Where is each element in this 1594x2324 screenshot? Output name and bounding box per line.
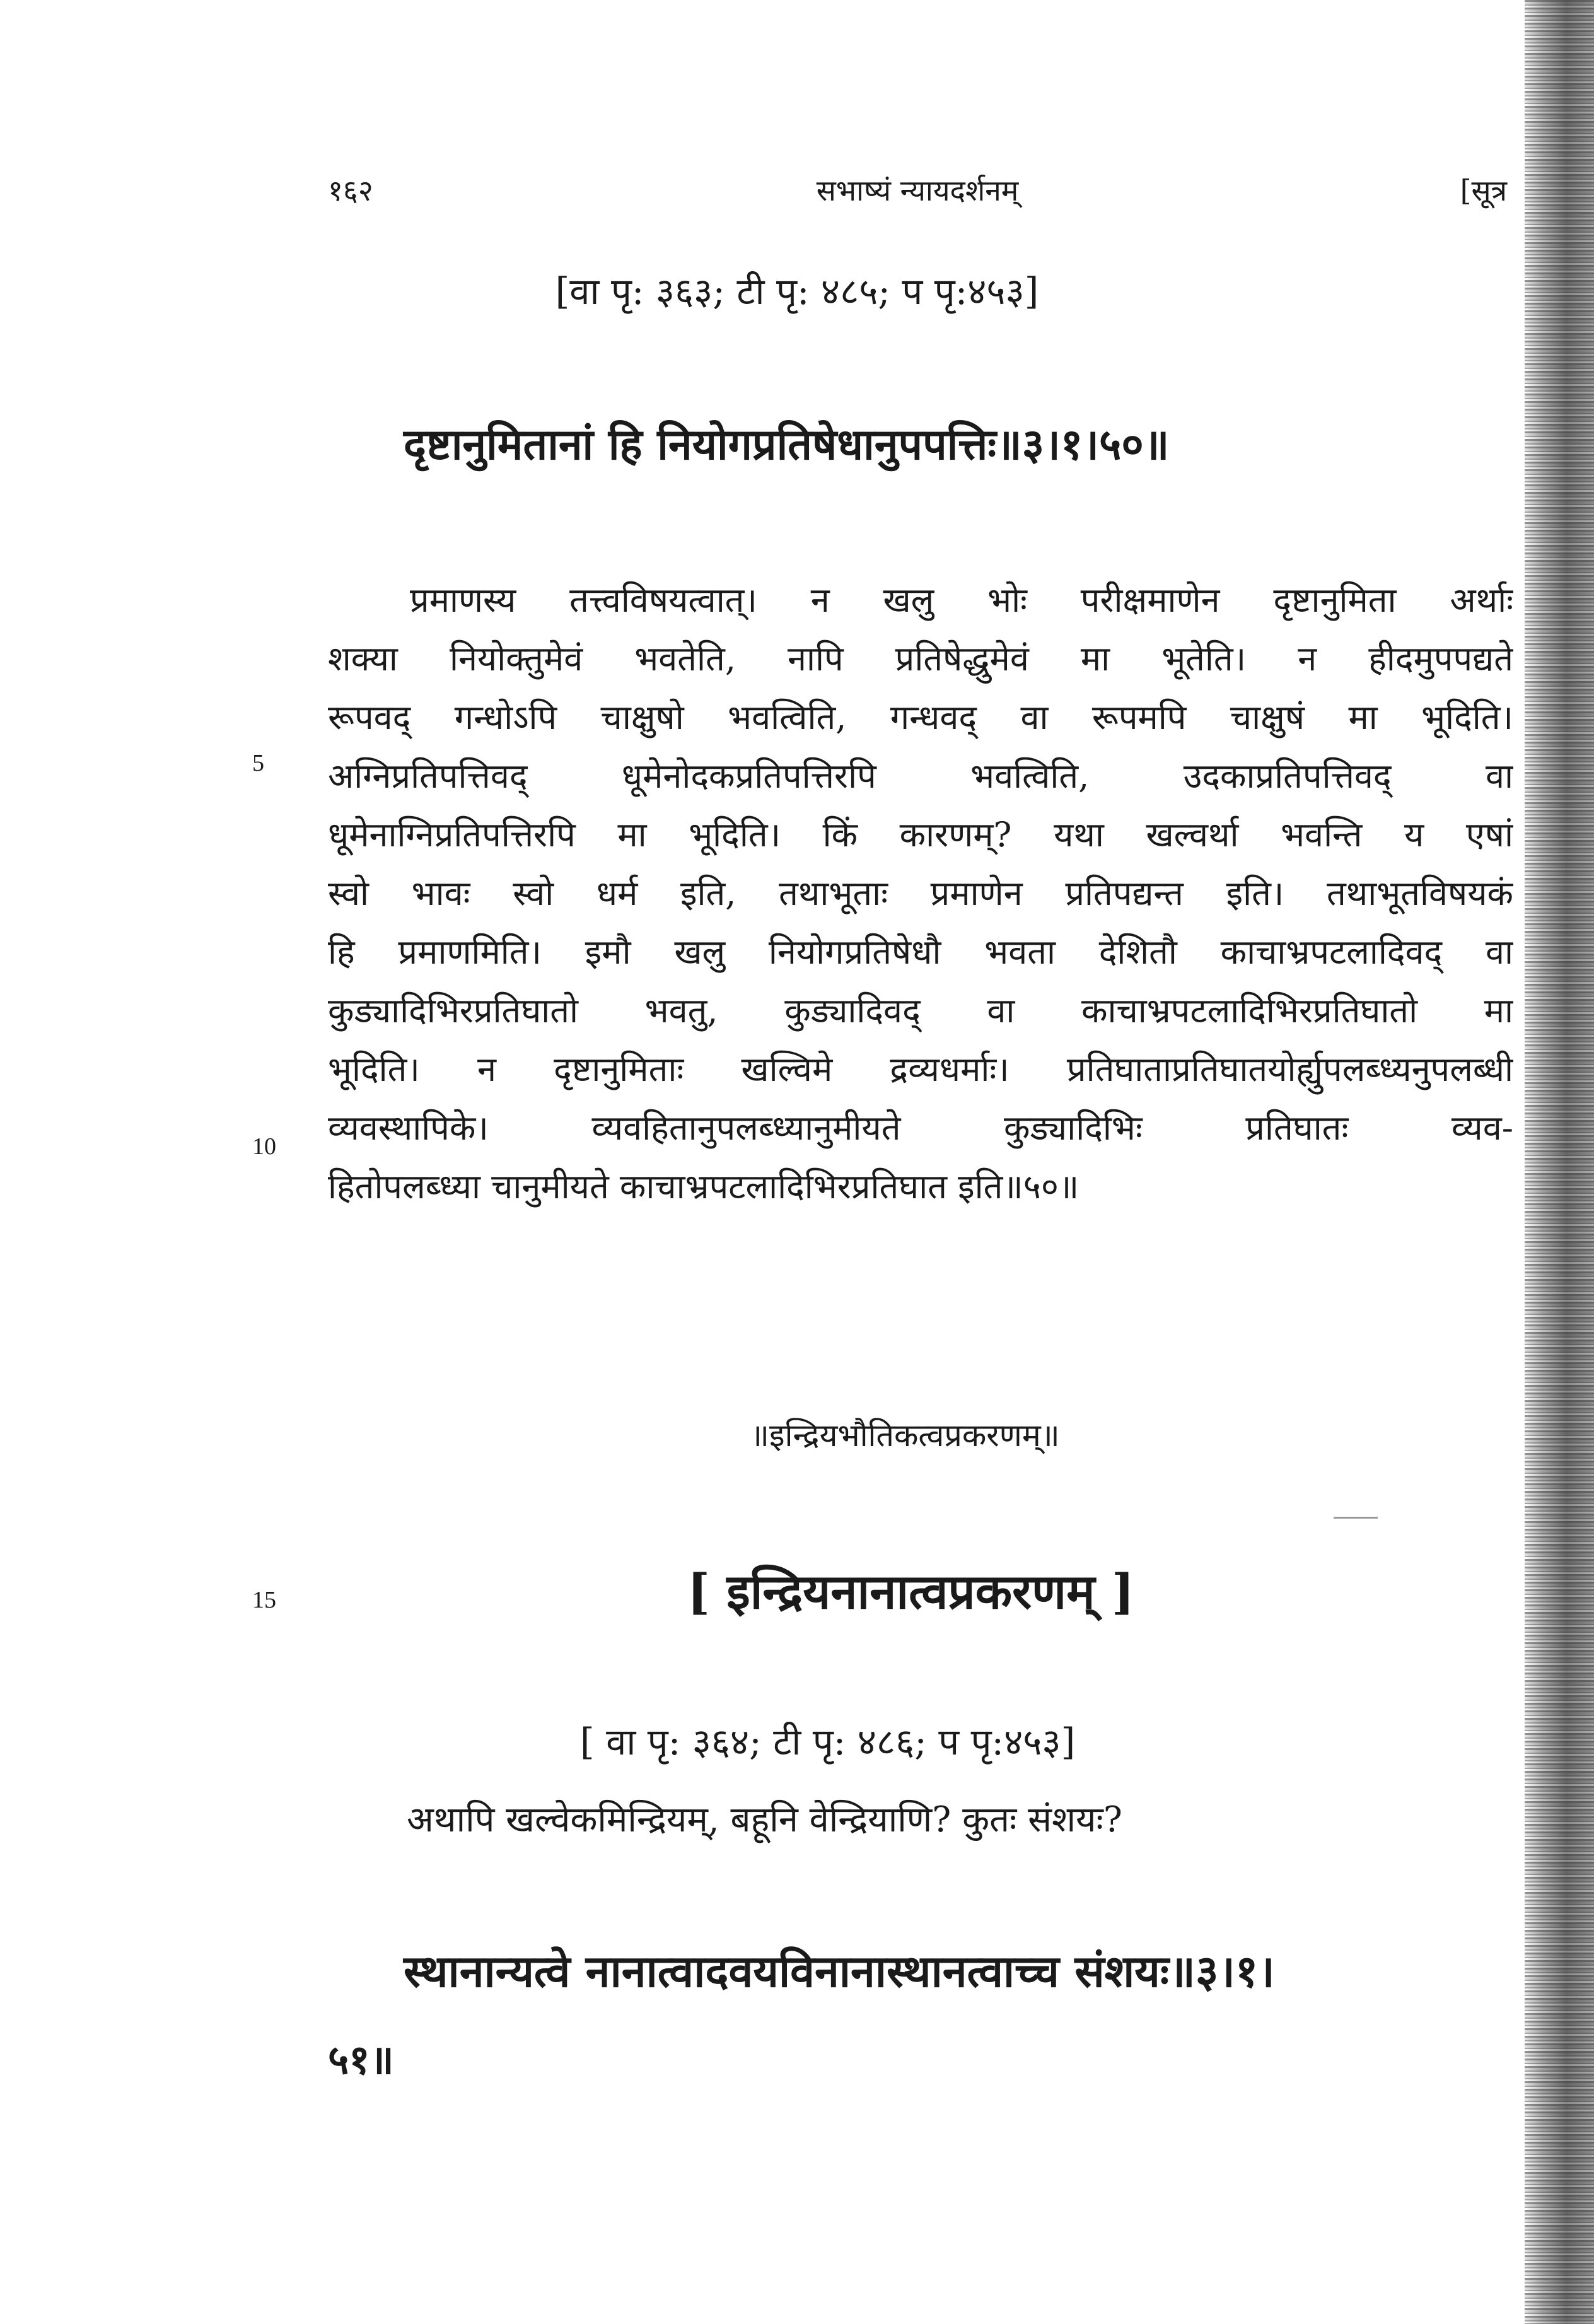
reference-line-2: [ वा पृ: ३६४; टी पृ: ४८६; प पृ:४५३] xyxy=(580,1720,1076,1763)
bhashya-line: हि प्रमाणमिति। इमौ खलु नियोगप्रतिषेधौ भवता देशितौ काचाभ्रपटलादिवद् वा xyxy=(328,932,1513,972)
bhashya-line: धूमेनाग्निप्रतिपत्तिरपि मा भूदिति। किं कारणम्? यथा खल्वर्था भवन्ति य एषां xyxy=(328,815,1513,855)
divider-mark xyxy=(1334,1517,1378,1519)
scan-shadow-edge xyxy=(1525,0,1594,2324)
page-number: १६२ xyxy=(328,173,373,207)
bhashya-line: व्यवस्थापिके। व्यवहितानुपलब्ध्यानुमीयते कुड्यादिभिः प्रतिघातः व्यव- xyxy=(328,1108,1513,1148)
page-header xyxy=(328,170,1507,214)
line-number-5: 5 xyxy=(252,750,264,776)
bhashya-line: भूदिति। न दृष्टानुमिताः खल्विमे द्रव्यधर्माः। प्रतिघाताप्रतिघातयोर्ह्युपलब्ध्यनुपलब्धी xyxy=(328,1049,1513,1089)
bhashya-line: हितोपलब्ध्या चानुमीयते काचाभ्रपटलादिभिरप्रतिघात इति॥५०॥ xyxy=(328,1167,1079,1206)
prakarana-end-marker: ॥इन्द्रियभौतिकत्वप्रकरणम्॥ xyxy=(750,1417,1060,1454)
bhashya-line: प्रमाणस्य तत्त्वविषयत्वात्। न खलु भोः परीक्षमाणेन दृष्टानुमिता अर्थाः xyxy=(410,580,1513,620)
sutra-50: दृष्टानुमितानां हि नियोगप्रतिषेधानुपपत्तिः॥३।१।५०॥ xyxy=(404,419,1170,470)
bhashya-line: शक्या नियोक्तुमेवं भवतेति, नापि प्रतिषेद्धुमेवं मा भूतेति। न हीदमुपपद्यते xyxy=(328,639,1513,679)
bhashya-line: स्वो भावः स्वो धर्म इति, तथाभूताः प्रमाणेन प्रतिपद्यन्त इति। तथाभूतविषयकं xyxy=(328,873,1513,913)
bhashya-line: रूपवद् गन्धोऽपि चाक्षुषो भवत्विति, गन्धवद् वा रूपमपि चाक्षुषं मा भूदिति। xyxy=(328,698,1513,737)
running-title: सभाष्यं न्यायदर्शनम् xyxy=(816,173,1019,207)
bhashya-line: अग्निप्रतिपत्तिवद् धूमेनोदकप्रतिपत्तिरपि भवत्विति, उदकाप्रतिपत्तिवद् वा xyxy=(328,756,1513,796)
bhashya-line: कुड्यादिभिरप्रतिघातो भवतु, कुड्यादिवद् वा काचाभ्रपटलादिभिरप्रतिघातो मा xyxy=(328,991,1513,1031)
section-marker: [सूत्र xyxy=(1460,173,1507,207)
line-number-10: 10 xyxy=(252,1133,276,1160)
reference-line-1: [वा पृ: ३६३; टी पृ: ४८५; प पृ:४५३] xyxy=(555,270,1039,313)
line-number-15: 15 xyxy=(252,1587,276,1613)
sutra-51-line-1: स्थानान्यत्वे नानात्वादवयविनानास्थानत्वाच्च संशयः॥३।१। xyxy=(404,1945,1275,1997)
bhashya-commentary xyxy=(328,571,1513,1216)
sutra-51-line-2: ५१॥ xyxy=(328,2036,394,2084)
question-line: अथापि खल्वेकमिन्द्रियम्, बहूनि वेन्द्रियाणि? कुतः संशयः? xyxy=(407,1799,1122,1840)
section-title: [ इन्द्रियनानात्वप्रकरणम् ] xyxy=(687,1563,1134,1620)
